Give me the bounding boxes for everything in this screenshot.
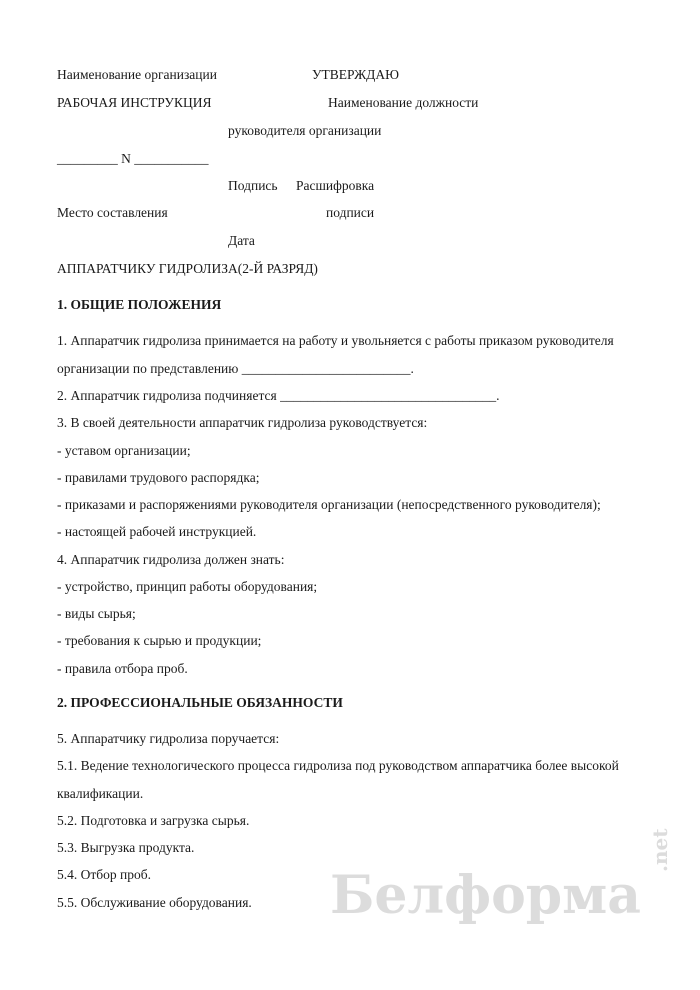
watermark-text: Белформа (330, 865, 641, 926)
section-2-line: 5.3. Выгрузка продукта. (57, 840, 195, 855)
section-1-line: 1. Аппаратчик гидролиза принимается на работу и увольняется с работы приказом руководителя (57, 333, 614, 348)
section-1-line: 3. В своей деятельности аппаратчик гидролиза руководствуется: (57, 415, 428, 430)
document-type: РАБОЧАЯ ИНСТРУКЦИЯ (57, 95, 212, 110)
section-1-line: - требования к сырью и продукции; (57, 633, 262, 648)
signature-label: Подпись (228, 178, 278, 193)
watermark (330, 828, 672, 926)
position-title: Наименование должности (328, 95, 479, 110)
document-number: _________ N ___________ (57, 151, 209, 166)
section-2-line: 5.5. Обслуживание оборудования. (57, 895, 252, 910)
section-2-line: 5.4. Отбор проб. (57, 867, 151, 882)
section-2-heading: 2. ПРОФЕССИОНАЛЬНЫЕ ОБЯЗАННОСТИ (57, 695, 343, 710)
approve-stamp: УТВЕРЖДАЮ (312, 67, 400, 82)
organization-name: Наименование организации (57, 67, 217, 82)
watermark-suffix: .net (648, 828, 672, 872)
section-1-line: - правила отбора проб. (57, 661, 188, 676)
section-1-line: - приказами и распоряжениями руководителя организации (непосредственного руководителя); (57, 497, 601, 512)
section-1-line: - уставом организации; (57, 443, 191, 458)
place-of-compilation: Место составления (57, 205, 168, 220)
section-1-heading: 1. ОБЩИЕ ПОЛОЖЕНИЯ (57, 297, 222, 312)
section-1-line: - правилами трудового распорядка; (57, 470, 260, 485)
section-2-line: 5.2. Подготовка и загрузка сырья. (57, 813, 250, 828)
section-1-line: - устройство, принцип работы оборудования; (57, 579, 318, 594)
section-1-line: - настоящей рабочей инструкцией. (57, 524, 257, 539)
head-of-organization: руководителя организации (228, 123, 382, 138)
section-1-line: 4. Аппаратчик гидролиза должен знать: (57, 552, 285, 567)
signature-word: подписи (326, 205, 375, 220)
date-label: Дата (228, 233, 255, 248)
section-1-line: - виды сырья; (57, 606, 136, 621)
decoding-label: Расшифровка (296, 178, 375, 193)
section-2-line: 5.1. Ведение технологического процесса гидролиза под руководством аппаратчика более высокой (57, 758, 619, 773)
section-2-line: квалификации. (57, 786, 144, 801)
section-1-line: организации по представлению _________________________. (57, 361, 414, 376)
section-2-line: 5. Аппаратчику гидролиза поручается: (57, 731, 280, 746)
section-1-line: 2. Аппаратчик гидролиза подчиняется ________________________________. (57, 388, 500, 403)
document-title: АППАРАТЧИКУ ГИДРОЛИЗА(2-Й РАЗРЯД) (57, 261, 318, 276)
